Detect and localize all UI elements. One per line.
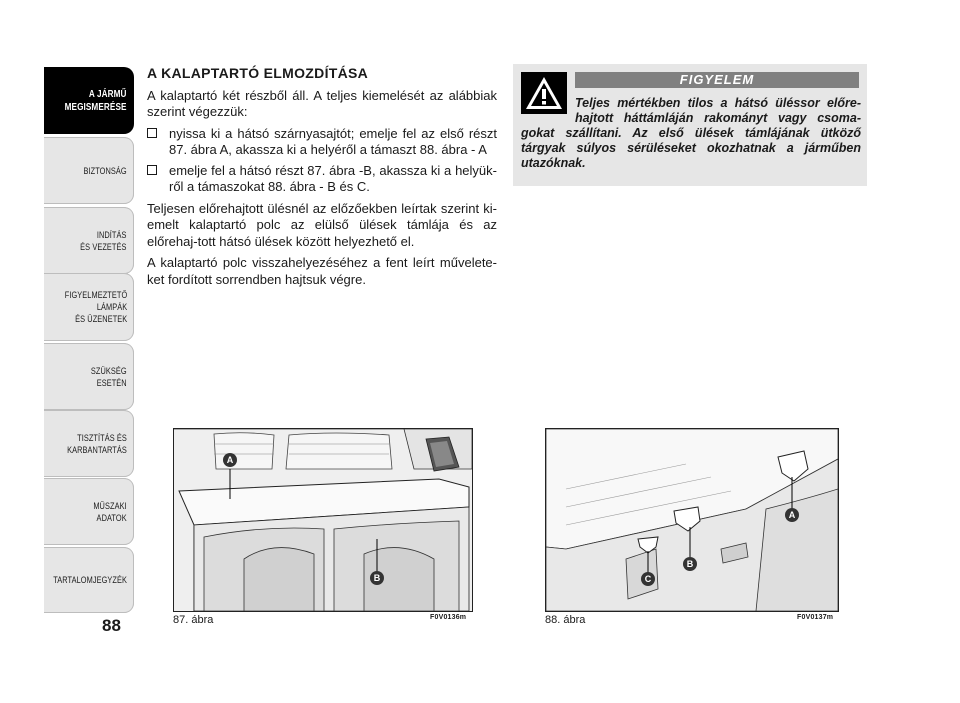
tab-tartalomjegyzek[interactable] (44, 547, 134, 613)
tab-label: A JÁRMŰ MEGISMERÉSE (65, 88, 127, 113)
warning-box (513, 64, 867, 186)
step-text: emelje fel a hátsó részt 87. ábra -B, akassza ki a helyük-ről a támaszokat 88. ábra - B és C. (169, 162, 497, 194)
tab-biztonsag[interactable] (44, 137, 134, 204)
tab-label: BIZTONSÁG (83, 165, 127, 176)
tab-muszaki-adatok[interactable] (44, 478, 134, 545)
callout-c-label: C (641, 572, 655, 586)
tab-label: FIGYELMEZTETŐ LÁMPÁK ÉS ÜZENETEK (64, 290, 127, 324)
figure-87-image (173, 428, 473, 612)
tab-inditas-es-vezetes[interactable] (44, 207, 134, 274)
tab-label: INDÍTÁS ÉS VEZETÉS (80, 229, 127, 252)
tab-label: TISZTÍTÁS ÉS KARBANTARTÁS (67, 432, 127, 455)
callout-a-label: A (785, 508, 799, 522)
checkbox-bullet-icon (147, 128, 157, 138)
tab-szukseg-eseten[interactable] (44, 343, 134, 410)
callout-b-label: B (370, 571, 384, 585)
tab-label: SZÜKSÉG ESETÉN (91, 365, 127, 388)
section-title: A KALAPTARTÓ ELMOZDÍTÁSA (147, 65, 369, 81)
step-list (147, 126, 497, 196)
tab-label: TARTALOMJEGYZÉK (53, 575, 127, 585)
list-item (147, 126, 497, 159)
main-text (147, 65, 497, 293)
paragraph-storage: Teljesen előrehajtott ülésnél az előzőekben leírtak szerint ki-emelt kalaptartó polc az elülső ülések támlája és az előrehaj-tott hátsó ülések között helyezhető el. (147, 200, 497, 249)
tab-tisztitas-es-karbantartas[interactable] (44, 410, 134, 477)
tab-figyelmezteto-lampak[interactable] (44, 273, 134, 341)
tab-label: MŰSZAKI ADATOK (93, 500, 127, 523)
figure-87-code: F0V0136m (430, 614, 467, 621)
page-number: 88 (102, 616, 121, 635)
checkbox-bullet-icon (147, 165, 157, 175)
paragraph-reinstall: A kalaptartó polc visszahelyezéséhez a fent leírt művelete-ket fordított sorrendben hajtsuk végre. (147, 255, 497, 287)
warning-heading: FIGYELEM (575, 72, 859, 88)
warning-body: Teljes mértékben tilos a hátsó üléssor előre-hajtott háttámláján rakományt vagy csoma-gokat szállítani. Az első ülések támlájának ütköző tárgyak súlyos sérüléseket okozhatnak a járműben utazóknak. (521, 96, 861, 170)
callout-a-label: A (223, 453, 237, 467)
figure-87-caption: 87. ábra (173, 614, 214, 626)
callout-b-label: B (683, 557, 697, 571)
warning-text (521, 96, 861, 171)
figure-88-code: F0V0137m (797, 614, 834, 621)
intro-paragraph: A kalaptartó két részből áll. A teljes kiemelését az alábbiak szerint végezzük: (147, 87, 497, 119)
list-item (147, 163, 497, 196)
figure-88-caption: 88. ábra (545, 614, 586, 626)
step-text: nyissa ki a hátsó szárnyasajtót; emelje fel az első részt 87. ábra A, akassza ki a helyéről a támaszt 88. ábra - A (169, 125, 497, 157)
figure-88-image (545, 428, 839, 612)
tab-a-jarmu-megismerese[interactable] (44, 67, 134, 134)
